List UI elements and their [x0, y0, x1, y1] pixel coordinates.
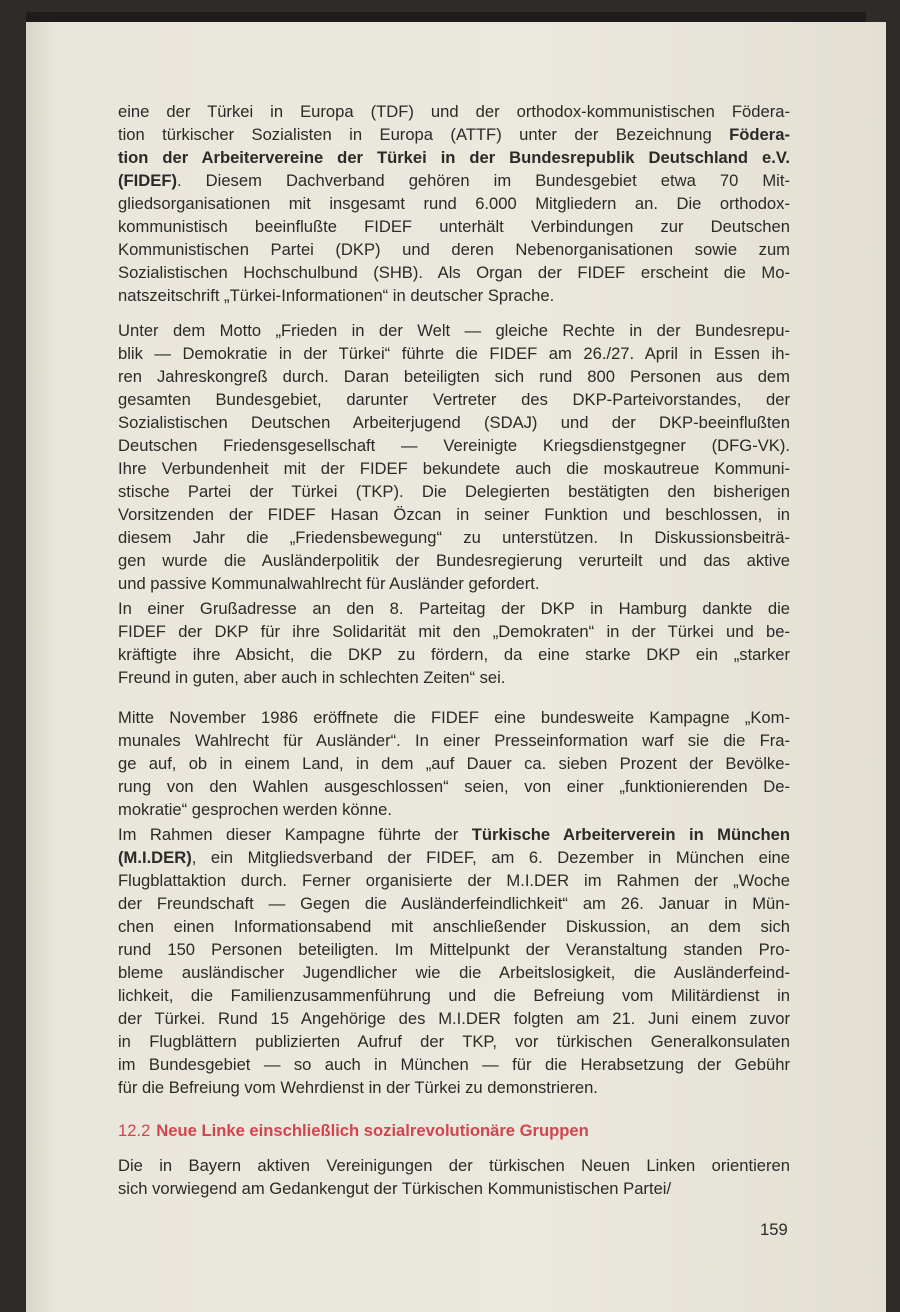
text: ren Jahreskongreß durch. Daran beteiligten sich rund 800 Personen aus dem	[118, 367, 790, 386]
text-line	[118, 365, 790, 388]
text: Deutschen Friedensgesellschaft — Vereinigte Kriegsdienstgegner (DFG-VK).	[118, 436, 790, 455]
text-line	[118, 1030, 790, 1053]
text: Flugblattaktion durch. Ferner organisierte der M.I.DER im Rahmen der „Woche	[118, 871, 790, 890]
text: der Türkei. Rund 15 Angehörige des M.I.DER folgten am 21. Juni einem zuvor	[118, 1009, 790, 1028]
text-line	[118, 1177, 790, 1200]
bold-text: (FIDEF)	[118, 171, 177, 190]
text-line	[118, 823, 790, 846]
paragraph-jahreskongress	[118, 319, 790, 595]
text: rung von den Wahlen ausgeschlossen“ seien, von einer „funktionierenden De-	[118, 777, 790, 796]
text: tion türkischer Sozialisten in Europa (ATTF) unter der Bezeichnung	[118, 125, 730, 144]
text-line	[118, 100, 790, 123]
text-line	[118, 775, 790, 798]
text: gliedsorganisationen mit insgesamt rund 6.000 Mitgliedern an. Die orthodox-	[118, 194, 790, 213]
text: natszeitschrift „Türkei-Informationen“ in deutscher Sprache.	[118, 286, 555, 305]
text-line	[118, 549, 790, 572]
text: im Bundesgebiet — so auch in München — für die Herabsetzung der Gebühr	[118, 1055, 790, 1074]
text-line	[118, 192, 790, 215]
paragraph-grussadresse	[118, 597, 790, 689]
text-line	[118, 146, 790, 169]
text-line	[118, 457, 790, 480]
bold-text: tion der Arbeitervereine der Türkei in der Bundesrepublik Deutschland e.V.	[118, 148, 790, 167]
text-line	[118, 572, 790, 595]
text: Kommunistischen Partei (DKP) und deren Nebenorganisationen sowie zum	[118, 240, 790, 259]
paragraph-fidef	[118, 100, 790, 307]
text: und passive Kommunalwahlrecht für Ausländer gefordert.	[118, 574, 540, 593]
text: Im Rahmen dieser Kampagne führte der	[118, 825, 472, 844]
text-line	[118, 706, 790, 729]
text-line	[118, 798, 790, 821]
text-line	[118, 434, 790, 457]
section-title: Neue Linke einschließlich sozialrevolutionäre Gruppen	[156, 1121, 589, 1140]
text: kommunistisch beeinflußte FIDEF unterhält Verbindungen zur Deutschen	[118, 217, 790, 236]
paragraph-neue-linke	[118, 1154, 790, 1200]
text: für die Befreiung vom Wehrdienst in der Türkei zu demonstrieren.	[118, 1078, 598, 1097]
section-number: 12.2	[118, 1121, 151, 1140]
text-line	[118, 215, 790, 238]
text: eine der Türkei in Europa (TDF) und der orthodox-kommunistischen Födera-	[118, 102, 790, 121]
text-line	[118, 846, 790, 869]
text: munales Wahlrecht für Ausländer“. In einer Presseinformation warf sie die Fra-	[118, 731, 790, 750]
text: gen wurde die Ausländerpolitik der Bundesregierung verurteilt und das aktive	[118, 551, 790, 570]
text-line	[118, 238, 790, 261]
text: diesem Jahr die „Friedensbewegung“ zu unterstützen. In Diskussionsbeiträ-	[118, 528, 790, 547]
text: sich vorwiegend am Gedankengut der Türkischen Kommunistischen Partei/	[118, 1179, 672, 1198]
text-line	[118, 892, 790, 915]
text-line	[118, 915, 790, 938]
text: kräftigte ihre Absicht, die DKP zu fördern, da eine starke DKP ein „starker	[118, 645, 790, 664]
text-line	[118, 319, 790, 342]
text-line	[118, 597, 790, 620]
text-line	[118, 480, 790, 503]
text-line	[118, 1007, 790, 1030]
text: lichkeit, die Familienzusammenführung und die Befreiung vom Militärdienst in	[118, 986, 790, 1005]
text: Unter dem Motto „Frieden in der Welt — gleiche Rechte in der Bundesrepu-	[118, 321, 790, 340]
text-line	[118, 984, 790, 1007]
text: in Flugblättern publizierten Aufruf der TKP, vor türkischen Generalkonsulaten	[118, 1032, 790, 1051]
text-line	[118, 123, 790, 146]
text-line	[118, 526, 790, 549]
text: FIDEF der DKP für ihre Solidarität mit den „Demokraten“ in der Türkei und be-	[118, 622, 790, 641]
text-line	[118, 1053, 790, 1076]
text: , ein Mitgliedsverband der FIDEF, am 6. Dezember in München eine	[191, 848, 790, 867]
text-line	[118, 666, 790, 689]
text: Sozialistischen Hochschulbund (SHB). Als Organ der FIDEF erscheint die Mo-	[118, 263, 790, 282]
text: chen einen Informationsabend mit anschließender Diskussion, an dem sich	[118, 917, 790, 936]
text-line	[118, 261, 790, 284]
text-line	[118, 411, 790, 434]
text-line	[118, 284, 790, 307]
text: Ihre Verbundenheit mit der FIDEF bekundete auch die moskautreue Kommuni-	[118, 459, 790, 478]
text: der Freundschaft — Gegen die Ausländerfeindlichkeit“ am 26. Januar in Mün-	[118, 894, 790, 913]
text: ge auf, ob in einem Land, in dem „auf Dauer ca. sieben Prozent der Bevölke-	[118, 754, 790, 773]
text: mokratie“ gesprochen werden könne.	[118, 800, 392, 819]
text: blik — Demokratie in der Türkei“ führte die FIDEF am 26./27. April in Essen ih-	[118, 344, 790, 363]
text: Die in Bayern aktiven Vereinigungen der türkischen Neuen Linken orientieren	[118, 1156, 790, 1175]
text-line	[118, 388, 790, 411]
section-heading	[118, 1119, 589, 1142]
paragraph-midder	[118, 823, 790, 1099]
text-line	[118, 869, 790, 892]
text: Freund in guten, aber auch in schlechten Zeiten“ sei.	[118, 668, 506, 687]
text: gesamten Bundesgebiet, darunter Vertreter des DKP-Parteivorstandes, der	[118, 390, 790, 409]
text: rund 150 Personen beteiligten. Im Mittelpunkt der Veranstaltung standen Pro-	[118, 940, 790, 959]
bold-text: (M.I.DER)	[118, 848, 192, 867]
text-line	[118, 620, 790, 643]
page-number: 159	[760, 1220, 788, 1239]
text: Mitte November 1986 eröffnete die FIDEF eine bundesweite Kampagne „Kom-	[118, 708, 790, 727]
text-line	[118, 961, 790, 984]
text-line	[118, 643, 790, 666]
text-line	[118, 938, 790, 961]
text: Sozialistischen Deutschen Arbeiterjugend (SDAJ) und der DKP-beeinflußten	[118, 413, 790, 432]
text: stische Partei der Türkei (TKP). Die Delegierten bestätigten den bisherigen	[118, 482, 790, 501]
text-line	[118, 752, 790, 775]
text: bleme ausländischer Jugendlicher wie die Arbeitslosigkeit, die Ausländerfeind-	[118, 963, 790, 982]
text: Vorsitzenden der FIDEF Hasan Özcan in seiner Funktion und beschlossen, in	[118, 505, 790, 524]
text-line	[118, 503, 790, 526]
paragraph-kampagne	[118, 706, 790, 821]
bold-text: Türkische Arbeiterverein in München	[471, 825, 790, 844]
text-line	[118, 169, 790, 192]
text-line	[118, 1154, 790, 1177]
text: In einer Grußadresse an den 8. Parteitag der DKP in Hamburg dankte die	[118, 599, 790, 618]
text-line	[118, 1076, 790, 1099]
bold-text: Födera-	[729, 125, 790, 144]
text: . Diesem Dachverband gehören im Bundesgebiet etwa 70 Mit-	[177, 171, 790, 190]
text-line	[118, 729, 790, 752]
text-line	[118, 342, 790, 365]
